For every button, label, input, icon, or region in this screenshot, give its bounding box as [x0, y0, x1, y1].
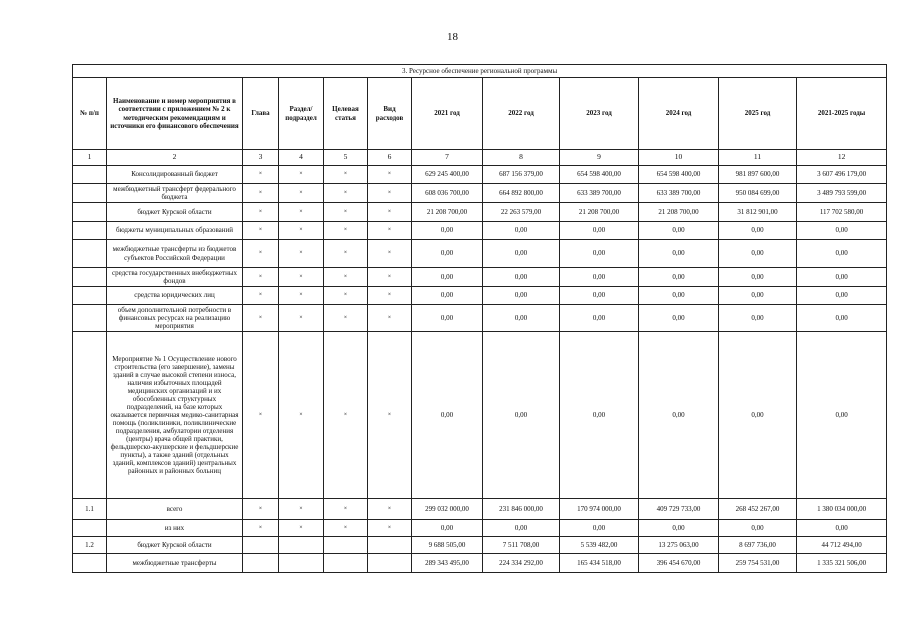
amount-cell: 0,00: [719, 240, 797, 268]
column-number: 10: [639, 150, 719, 166]
amount-cell: 0,00: [797, 332, 887, 499]
table-row: [73, 184, 887, 203]
amount-cell: 0,00: [560, 332, 639, 499]
amount-cell: 633 389 700,00: [560, 184, 639, 203]
code-cell: ×: [368, 203, 412, 222]
amount-cell: 654 598 400,00: [639, 166, 719, 184]
code-cell: ×: [324, 499, 368, 520]
amount-cell: 396 454 670,00: [639, 554, 719, 573]
amount-cell: 44 712 494,00: [797, 537, 887, 554]
code-cell: [243, 537, 279, 554]
row-label: бюджет Курской области: [107, 537, 243, 554]
row-number: [73, 305, 107, 332]
row-number: [73, 222, 107, 240]
amount-cell: 0,00: [639, 240, 719, 268]
amount-cell: 1 380 034 000,00: [797, 499, 887, 520]
table-row: [73, 554, 887, 573]
code-cell: ×: [279, 287, 324, 305]
amount-cell: 8 697 736,00: [719, 537, 797, 554]
amount-cell: 289 343 495,00: [412, 554, 483, 573]
amount-cell: 654 598 400,00: [560, 166, 639, 184]
amount-cell: 0,00: [719, 305, 797, 332]
amount-cell: 9 688 505,00: [412, 537, 483, 554]
code-cell: ×: [279, 499, 324, 520]
row-number: [73, 184, 107, 203]
amount-cell: 22 263 579,00: [483, 203, 560, 222]
code-cell: ×: [279, 166, 324, 184]
table-row: [73, 203, 887, 222]
amount-cell: 0,00: [639, 287, 719, 305]
code-cell: ×: [368, 287, 412, 305]
code-cell: ×: [324, 166, 368, 184]
code-cell: ×: [368, 222, 412, 240]
table-row: [73, 537, 887, 554]
row-number: 1.2: [73, 537, 107, 554]
amount-cell: 0,00: [412, 305, 483, 332]
code-cell: [324, 554, 368, 573]
row-label: межбюджетный трансферт федерального бюджета: [107, 184, 243, 203]
table-row: [73, 305, 887, 332]
amount-cell: 0,00: [797, 268, 887, 287]
code-cell: ×: [368, 305, 412, 332]
code-cell: ×: [324, 240, 368, 268]
amount-cell: 0,00: [483, 332, 560, 499]
code-cell: ×: [279, 305, 324, 332]
code-cell: ×: [243, 203, 279, 222]
code-cell: ×: [324, 184, 368, 203]
amount-cell: 0,00: [639, 222, 719, 240]
code-cell: ×: [279, 520, 324, 537]
column-number: 9: [560, 150, 639, 166]
row-number: [73, 287, 107, 305]
amount-cell: 0,00: [719, 287, 797, 305]
row-label: Мероприятие № 1 Осуществление нового строительства (его завершение), замены зданий в случае высокой степени износа, наличия избыточных площадей медицинских организаций и их обособленных структурных подразделений, на базе которых оказывается первичная медико-санитарная помощь (поликлиники, поликлинические подразделения, амбулатории отделения (центры) врача общей практики, фельдшерско-акушерские и фельдшерские пункты), а также зданий (отдельных зданий, комплексов зданий) центральных районных и районных больниц: [107, 332, 243, 499]
amount-cell: 629 245 400,00: [412, 166, 483, 184]
header-cell: Целевая статья: [324, 78, 368, 150]
code-cell: ×: [324, 222, 368, 240]
code-cell: ×: [243, 222, 279, 240]
amount-cell: 3 489 793 599,00: [797, 184, 887, 203]
code-cell: ×: [279, 184, 324, 203]
header-cell: Раздел/ подраздел: [279, 78, 324, 150]
amount-cell: 0,00: [719, 332, 797, 499]
amount-cell: 13 275 063,00: [639, 537, 719, 554]
column-number: 1: [73, 150, 107, 166]
amount-cell: 608 036 700,00: [412, 184, 483, 203]
row-label: межбюджетные трансферты: [107, 554, 243, 573]
code-cell: ×: [279, 222, 324, 240]
table-row: [73, 166, 887, 184]
amount-cell: 0,00: [639, 305, 719, 332]
resource-table: [72, 64, 887, 573]
row-label: объем дополнительной потребности в финансовых ресурсах на реализацию мероприятия: [107, 305, 243, 332]
amount-cell: 0,00: [797, 520, 887, 537]
code-cell: [324, 537, 368, 554]
code-cell: ×: [368, 184, 412, 203]
header-cell: № п/п: [73, 78, 107, 150]
amount-cell: 0,00: [483, 268, 560, 287]
header-cell: Вид расходов: [368, 78, 412, 150]
amount-cell: 0,00: [797, 222, 887, 240]
amount-cell: 165 434 518,00: [560, 554, 639, 573]
table-row: [73, 240, 887, 268]
code-cell: ×: [243, 184, 279, 203]
code-cell: ×: [324, 268, 368, 287]
table-row: [73, 499, 887, 520]
code-cell: ×: [324, 332, 368, 499]
table-row: [73, 332, 887, 499]
amount-cell: 170 974 000,00: [560, 499, 639, 520]
code-cell: ×: [368, 268, 412, 287]
column-number: 3: [243, 150, 279, 166]
amount-cell: 0,00: [639, 520, 719, 537]
row-number: 1.1: [73, 499, 107, 520]
amount-cell: 0,00: [412, 222, 483, 240]
amount-cell: 31 812 901,00: [719, 203, 797, 222]
amount-cell: 21 208 700,00: [639, 203, 719, 222]
amount-cell: 21 208 700,00: [412, 203, 483, 222]
table-row: [73, 222, 887, 240]
amount-cell: 0,00: [412, 520, 483, 537]
amount-cell: 664 892 800,00: [483, 184, 560, 203]
code-cell: ×: [243, 499, 279, 520]
table-title: 3. Ресурсное обеспечение региональной программы: [73, 65, 887, 78]
code-cell: ×: [324, 287, 368, 305]
header-cell: 2024 год: [639, 78, 719, 150]
column-number: 2: [107, 150, 243, 166]
code-cell: ×: [243, 332, 279, 499]
code-cell: ×: [243, 240, 279, 268]
code-cell: ×: [368, 499, 412, 520]
row-number: [73, 203, 107, 222]
code-cell: ×: [243, 520, 279, 537]
amount-cell: 0,00: [483, 520, 560, 537]
column-number: 6: [368, 150, 412, 166]
code-cell: ×: [243, 287, 279, 305]
row-label: межбюджетные трансферты из бюджетов субъектов Российской Федерации: [107, 240, 243, 268]
code-cell: ×: [243, 305, 279, 332]
amount-cell: 950 084 699,00: [719, 184, 797, 203]
amount-cell: 0,00: [797, 240, 887, 268]
amount-cell: 117 702 580,00: [797, 203, 887, 222]
header-cell: 2021 год: [412, 78, 483, 150]
amount-cell: 0,00: [412, 287, 483, 305]
code-cell: ×: [368, 520, 412, 537]
code-cell: ×: [279, 268, 324, 287]
amount-cell: 5 539 482,00: [560, 537, 639, 554]
amount-cell: 0,00: [797, 305, 887, 332]
column-number: 11: [719, 150, 797, 166]
amount-cell: 1 335 321 506,00: [797, 554, 887, 573]
code-cell: ×: [368, 166, 412, 184]
row-number: [73, 520, 107, 537]
amount-cell: 3 607 496 179,00: [797, 166, 887, 184]
amount-cell: 0,00: [483, 305, 560, 332]
column-number: 4: [279, 150, 324, 166]
code-cell: ×: [243, 268, 279, 287]
amount-cell: 0,00: [560, 222, 639, 240]
amount-cell: 0,00: [719, 222, 797, 240]
row-number: [73, 166, 107, 184]
code-cell: ×: [368, 240, 412, 268]
row-label: Консолидированный бюджет: [107, 166, 243, 184]
page-number: 18: [447, 31, 458, 43]
header-cell: 2023 год: [560, 78, 639, 150]
code-cell: [279, 554, 324, 573]
code-cell: ×: [279, 240, 324, 268]
table-row: [73, 268, 887, 287]
row-number: [73, 554, 107, 573]
amount-cell: 0,00: [483, 240, 560, 268]
row-label: всего: [107, 499, 243, 520]
column-number: 12: [797, 150, 887, 166]
amount-cell: 0,00: [560, 240, 639, 268]
column-number: 8: [483, 150, 560, 166]
header-cell: Наименование и номер мероприятия в соответствии с приложением № 2 к методическим рекомендациям и источники его финансового обеспечения: [107, 78, 243, 150]
amount-cell: 0,00: [560, 520, 639, 537]
amount-cell: 259 754 531,00: [719, 554, 797, 573]
amount-cell: 0,00: [483, 287, 560, 305]
row-number: [73, 240, 107, 268]
amount-cell: 633 389 700,00: [639, 184, 719, 203]
header-cell: Глава: [243, 78, 279, 150]
code-cell: ×: [324, 305, 368, 332]
code-cell: ×: [279, 332, 324, 499]
amount-cell: 0,00: [719, 520, 797, 537]
amount-cell: 7 511 708,00: [483, 537, 560, 554]
row-number: [73, 268, 107, 287]
amount-cell: 0,00: [483, 222, 560, 240]
amount-cell: 0,00: [797, 287, 887, 305]
amount-cell: 231 846 000,00: [483, 499, 560, 520]
code-cell: ×: [368, 332, 412, 499]
amount-cell: 409 729 733,00: [639, 499, 719, 520]
amount-cell: 21 208 700,00: [560, 203, 639, 222]
amount-cell: 299 032 000,00: [412, 499, 483, 520]
row-number: [73, 332, 107, 499]
table-row: [73, 287, 887, 305]
amount-cell: 0,00: [560, 287, 639, 305]
row-label: из них: [107, 520, 243, 537]
amount-cell: 0,00: [412, 332, 483, 499]
table-row: [73, 520, 887, 537]
code-cell: ×: [279, 203, 324, 222]
amount-cell: 687 156 379,00: [483, 166, 560, 184]
amount-cell: 0,00: [639, 268, 719, 287]
row-label: средства юридических лиц: [107, 287, 243, 305]
row-label: бюджет Курской области: [107, 203, 243, 222]
amount-cell: 0,00: [560, 268, 639, 287]
column-number: 7: [412, 150, 483, 166]
code-cell: [243, 554, 279, 573]
code-cell: ×: [243, 166, 279, 184]
code-cell: ×: [324, 203, 368, 222]
header-cell: 2021-2025 годы: [797, 78, 887, 150]
amount-cell: 0,00: [560, 305, 639, 332]
amount-cell: 224 334 292,00: [483, 554, 560, 573]
header-cell: 2025 год: [719, 78, 797, 150]
header-cell: 2022 год: [483, 78, 560, 150]
amount-cell: 0,00: [412, 268, 483, 287]
header-row: [73, 78, 887, 150]
row-label: средства государственных внебюджетных фондов: [107, 268, 243, 287]
code-cell: ×: [324, 520, 368, 537]
row-label: бюджеты муниципальных образований: [107, 222, 243, 240]
code-cell: [279, 537, 324, 554]
amount-cell: 981 897 600,00: [719, 166, 797, 184]
code-cell: [368, 554, 412, 573]
amount-cell: 0,00: [639, 332, 719, 499]
column-number-row: [73, 150, 887, 166]
amount-cell: 0,00: [719, 268, 797, 287]
code-cell: [368, 537, 412, 554]
amount-cell: 0,00: [412, 240, 483, 268]
column-number: 5: [324, 150, 368, 166]
amount-cell: 268 452 267,00: [719, 499, 797, 520]
